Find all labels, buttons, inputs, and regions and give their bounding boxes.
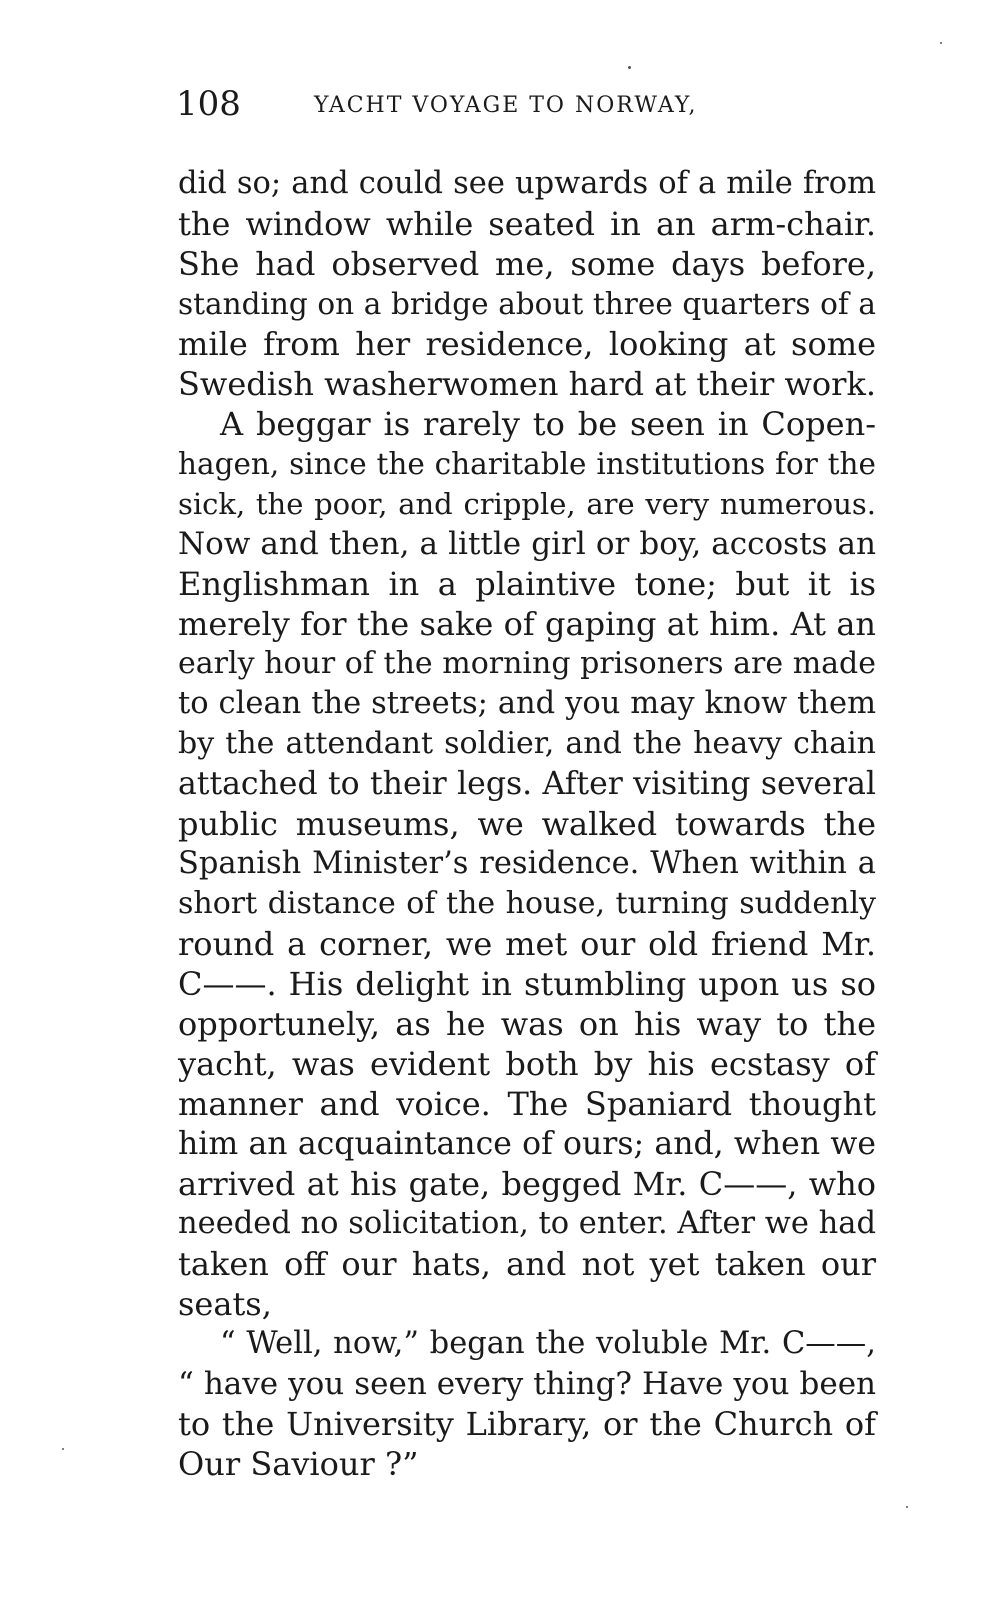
text-line: sick, the poor, and cripple, are very numerous. [178, 487, 876, 521]
paragraph-start-line: A beggar is rarely to be seen in Copen- [220, 405, 876, 443]
paragraph-end-line: seats, [178, 1285, 272, 1323]
text-line: did so; and could see upwards of a mile from [178, 166, 876, 201]
paper-speck [940, 42, 942, 44]
text-line: hagen, since the charitable institutions for the [178, 447, 876, 481]
paragraph-end-line: Our Saviour ?” [178, 1445, 419, 1483]
text-line: early hour of the morning prisoners are made [178, 646, 876, 681]
text-line: merely for the sake of gaping at him. At an [178, 605, 876, 643]
page-header [176, 84, 876, 124]
text-line: to clean the streets; and you may know them [178, 686, 876, 721]
text-line: taken off our hats, and not yet taken our [178, 1245, 876, 1283]
text-line: public museums, we walked towards the [178, 805, 876, 843]
text-line: the window while seated in an arm-chair. [178, 205, 876, 243]
text-line: Spanish Minister’s residence. When within a [178, 846, 876, 881]
text-line: C——. His delight in stumbling upon us so [178, 965, 876, 1003]
text-line: attached to their legs. After visiting several [178, 766, 876, 802]
body-text [178, 164, 876, 1484]
text-line: needed no solicitation, to enter. After we had [178, 1206, 876, 1241]
text-line: She had observed me, some days before, [178, 245, 876, 283]
paper-speck [62, 1448, 64, 1450]
paper-speck [628, 66, 631, 69]
text-line: Now and then, a little girl or boy, accosts an [178, 526, 876, 562]
page-number: 108 [176, 84, 241, 124]
paragraph-end-line: Swedish washerwomen hard at their work. [178, 365, 876, 403]
text-line: Englishman in a plaintive tone; but it is [178, 565, 876, 603]
text-line: yacht, was evident both by his ecstasy of [178, 1045, 876, 1083]
text-line: mile from her residence, looking at some [178, 325, 876, 363]
text-line: to the University Library, or the Church of [178, 1405, 876, 1443]
text-line: “ have you seen every thing? Have you been [178, 1366, 876, 1402]
text-line: by the attendant soldier, and the heavy chain [178, 726, 876, 761]
text-line: manner and voice. The Spaniard thought [178, 1085, 876, 1123]
text-line: arrived at his gate, begged Mr. C——, who [178, 1165, 876, 1203]
paper-speck [906, 1506, 908, 1508]
text-line: opportunely, as he was on his way to the [178, 1005, 876, 1043]
paragraph-start-line: “ Well, now,” began the voluble Mr. C——, [220, 1326, 876, 1361]
text-line: round a corner, we met our old friend Mr. [178, 925, 876, 963]
text-line: standing on a bridge about three quarters of a [178, 287, 876, 321]
running-title: YACHT VOYAGE TO NORWAY, [314, 93, 698, 118]
text-line: him an acquaintance of ours; and, when we [178, 1126, 876, 1162]
text-line: short distance of the house, turning suddenly [178, 886, 876, 921]
